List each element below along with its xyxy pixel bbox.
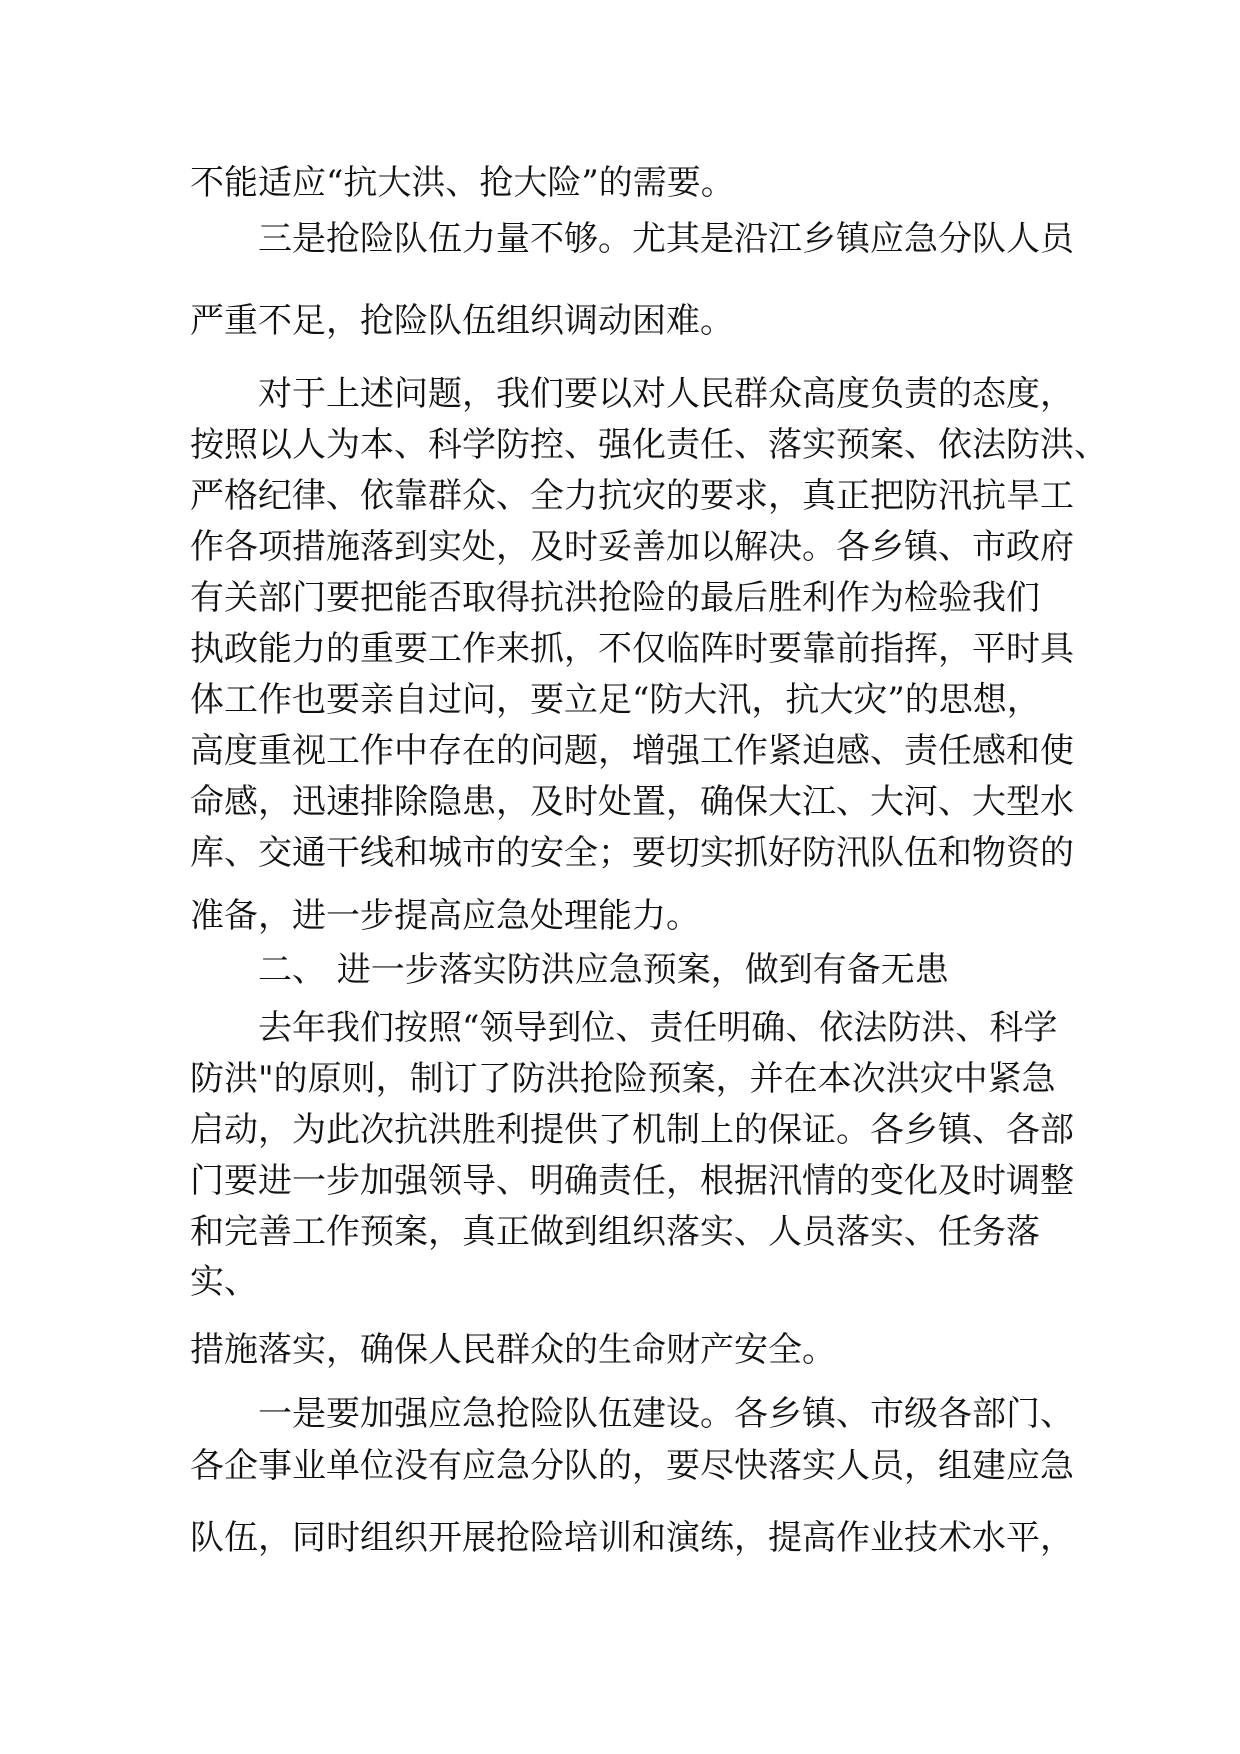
text-line: 防洪"的原则，制订了防洪抢险预案，并在本次洪灾中紧急 bbox=[190, 1059, 1056, 1099]
text-line: 实、 bbox=[190, 1262, 258, 1302]
text-line: 各企事业单位没有应急分队的，要尽快落实人员，组建应急 bbox=[190, 1446, 1074, 1486]
text-line: 准备，进一步提高应急处理能力。 bbox=[190, 896, 700, 936]
text-line: 有关部门要把能否取得抗洪抢险的最后胜利作为检验我们 bbox=[190, 578, 1040, 618]
section-heading: 二、 进一步落实防洪应急预案，做到有备无患 bbox=[258, 950, 949, 990]
text-line: 高度重视工作中存在的问题，增强工作紧迫感、责任感和使 bbox=[190, 731, 1074, 771]
text-line: 体工作也要亲自过问，要立足“防大汛，抗大灾”的思想， bbox=[190, 680, 1041, 720]
text-line: 门要进一步加强领导、明确责任，根据汛情的变化及时调整 bbox=[190, 1161, 1074, 1201]
text-line: 按照以人为本、科学防控、强化责任、落实预案、依法防洪、 bbox=[190, 425, 1108, 465]
text-line: 作各项措施落到实处，及时妥善加以解决。各乡镇、市政府 bbox=[190, 527, 1074, 567]
text-line: 严格纪律、依靠群众、全力抗灾的要求，真正把防汛抗旱工 bbox=[190, 476, 1074, 516]
paragraph-start: 一是要加强应急抢险队伍建设。各乡镇、市级各部门、 bbox=[258, 1394, 1074, 1434]
text-line: 执政能力的重要工作来抓，不仅临阵时要靠前指挥，平时具 bbox=[190, 629, 1074, 669]
text-line: 不能适应“抗大洪、抢大险”的需要。 bbox=[190, 163, 735, 203]
text-line: 措施落实，确保人民群众的生命财产安全。 bbox=[190, 1330, 836, 1370]
text-line: 启动，为此次抗洪胜利提供了机制上的保证。各乡镇、各部 bbox=[190, 1110, 1074, 1150]
paragraph-start: 去年我们按照“领导到位、责任明确、依法防洪、科学 bbox=[258, 1008, 1058, 1048]
text-line: 命感，迅速排除隐患，及时处置，确保大江、大河、大型水 bbox=[190, 782, 1074, 822]
paragraph-start: 对于上述问题，我们要以对人民群众高度负责的态度， bbox=[258, 374, 1074, 414]
text-line: 和完善工作预案，真正做到组织落实、人员落实、任务落 bbox=[190, 1212, 1040, 1252]
text-line: 三是抢险队伍力量不够。尤其是沿江乡镇应急分队人员 bbox=[258, 219, 1074, 259]
text-line: 队伍，同时组织开展抢险培训和演练，提高作业技术水平， bbox=[190, 1518, 1074, 1558]
text-line: 库、交通干线和城市的安全；要切实抓好防汛队伍和物资的 bbox=[190, 833, 1074, 873]
text-line: 严重不足，抢险队伍组织调动困难。 bbox=[190, 301, 734, 341]
